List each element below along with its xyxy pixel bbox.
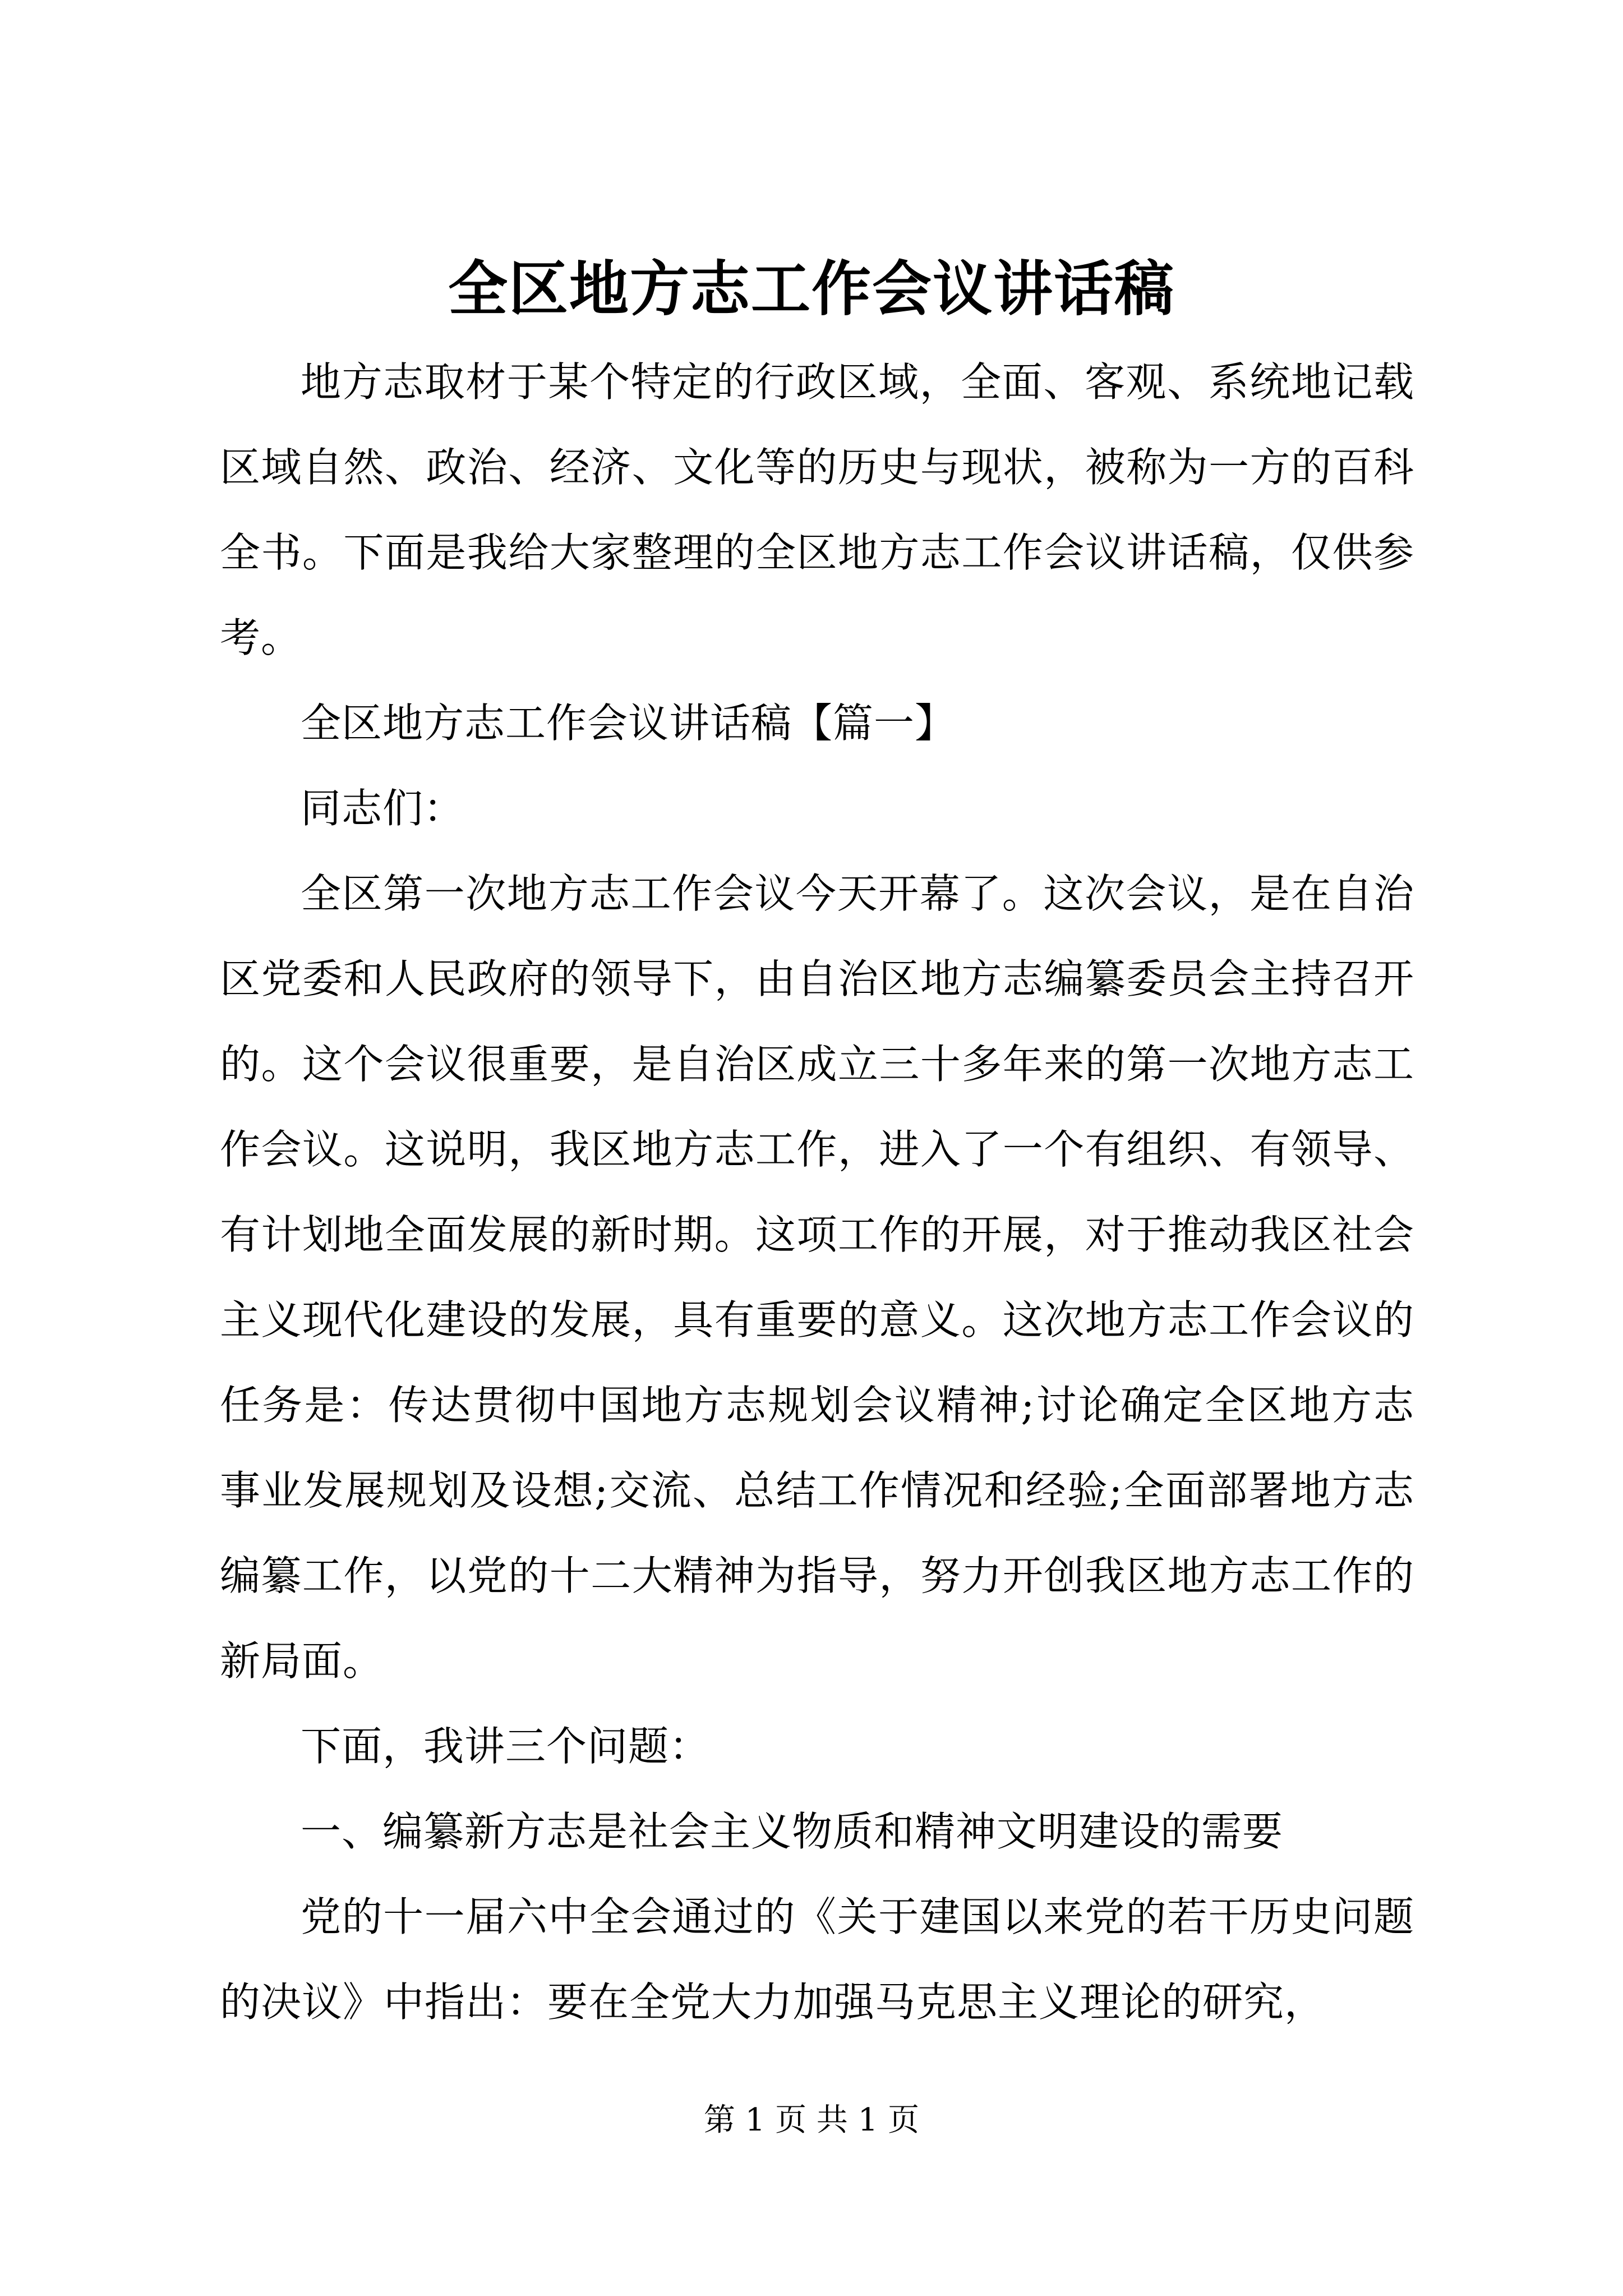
paragraph-salutation: 同志们： — [301, 785, 465, 832]
page-footer: 第 1 页 共 1 页 — [703, 2102, 920, 2138]
document-body — [220, 339, 1414, 2045]
section-heading: 全区地方志工作会议讲话稿【篇一】 — [301, 700, 956, 747]
paragraph-opening: 全区第一次地方志工作会议今天开幕了。这次会议，是在自治区党委和人民政府的领导下，由自治区地方志编纂委员会主持召开的。这个会议很重要，是自治区成立三十多年来的第一次地方志工作会议。这说明，我区地方志工作，进入了一个有组织、有领导、有计划地全面发展的新时期。这项工作的开展，对于推动我区社会主义现代化建设的发展，具有重要的意义。这次地方志工作会议的任务是：传达贯彻中国地方志规划会议精神;讨论确定全区地方志事业发展规划及设想;交流、总结工作情况和经验;全面部署地方志编纂工作，以党的十二大精神为指导，努力开创我区地方志工作的新局面。 — [220, 870, 1414, 1685]
paragraph-intro: 地方志取材于某个特定的行政区域，全面、客观、系统地记载区域自然、政治、经济、文化等的历史与现状，被称为一方的百科全书。下面是我给大家整理的全区地方志工作会议讲话稿，仅供参考。 — [220, 358, 1414, 661]
paragraph-outline: 下面，我讲三个问题： — [301, 1723, 711, 1770]
subheading-one: 一、编纂新方志是社会主义物质和精神文明建设的需要 — [301, 1808, 1284, 1855]
paragraph-resolution: 党的十一届六中全会通过的《关于建国以来党的若干历史问题的决议》中指出：要在全党大力加强马克思主义理论的研究， — [220, 1893, 1414, 2026]
document-title: 全区地方志工作会议讲话稿 — [448, 254, 1175, 324]
